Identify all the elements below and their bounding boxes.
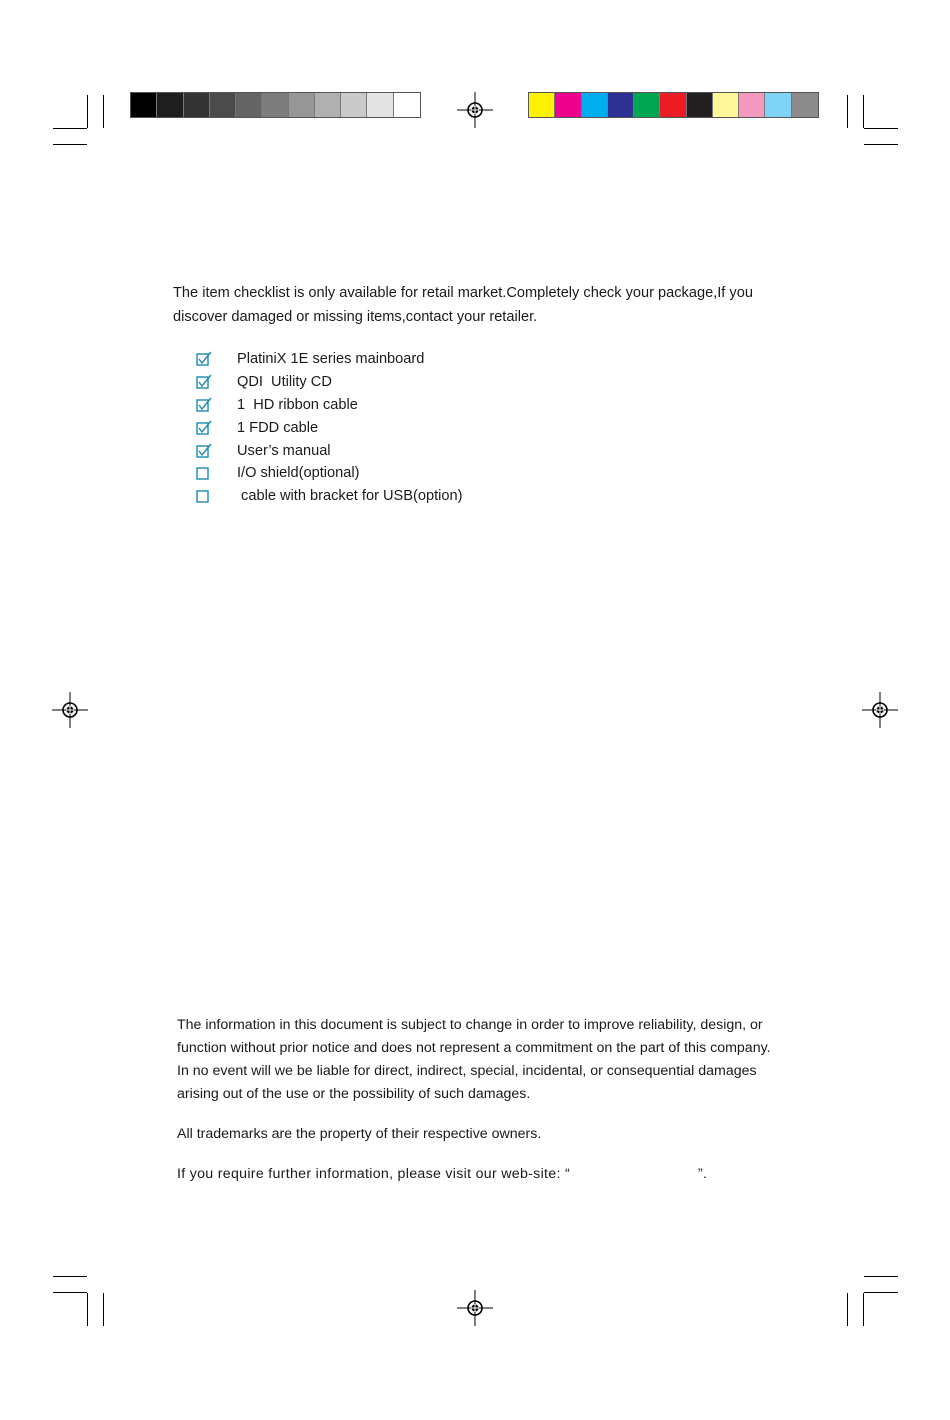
checklist-item <box>196 485 463 508</box>
legal-line: In no event will we be liable for direct, indirect, special, incidental, or consequential damages <box>177 1063 757 1079</box>
crop-mark <box>53 1292 87 1293</box>
crop-mark <box>863 1293 864 1326</box>
crop-mark <box>864 128 898 129</box>
checked-box-icon <box>196 351 212 367</box>
color-swatch <box>367 93 393 117</box>
color-swatch <box>634 93 660 117</box>
website-suffix: ”. <box>697 1166 708 1182</box>
checked-box-icon <box>196 397 212 413</box>
color-swatch <box>210 93 236 117</box>
website-notice <box>177 1163 807 1186</box>
color-swatch <box>184 93 210 117</box>
intro-paragraph <box>173 281 813 329</box>
color-swatch <box>236 93 262 117</box>
crop-mark <box>847 1293 848 1326</box>
checklist-item-label: User’s manual <box>237 442 331 459</box>
color-swatch <box>739 93 765 117</box>
checklist-item <box>196 371 332 394</box>
checklist-item <box>196 348 425 371</box>
crop-mark <box>53 1276 87 1277</box>
trademark-notice: All trademarks are the property of their respective owners. <box>177 1126 542 1142</box>
color-swatch <box>713 93 739 117</box>
crop-mark <box>864 1292 898 1293</box>
color-swatch <box>582 93 608 117</box>
color-swatch <box>608 93 634 117</box>
checklist-item-label: I/O shield(optional) <box>237 465 360 482</box>
crop-mark <box>863 95 864 128</box>
registration-mark-icon <box>52 692 88 728</box>
checklist-item-label: PlatiniX 1E series mainboard <box>237 351 425 368</box>
crop-mark <box>87 95 88 128</box>
checked-box-icon <box>196 420 212 436</box>
color-swatch <box>262 93 288 117</box>
registration-mark-icon <box>862 692 898 728</box>
legal-notice <box>177 1014 807 1186</box>
color-swatch <box>765 93 791 117</box>
website-prefix: If you require further information, please visit our web-site: “ <box>177 1166 570 1182</box>
color-swatch <box>660 93 686 117</box>
checklist-item-label: QDI Utility CD <box>237 374 332 391</box>
legal-line: function without prior notice and does not represent a commitment on the part of this company. <box>177 1040 771 1056</box>
crop-mark <box>103 95 104 128</box>
crop-mark <box>53 144 87 145</box>
color-swatch <box>315 93 341 117</box>
legal-line: arising out of the use or the possibility of such damages. <box>177 1086 531 1102</box>
checklist-item-label: 1 HD ribbon cable <box>237 396 358 413</box>
color-swatch <box>529 93 555 117</box>
color-swatch <box>555 93 581 117</box>
registration-mark-icon <box>457 1290 493 1326</box>
crop-mark <box>864 1276 898 1277</box>
intro-line: The item checklist is only available for retail market.Completely check your package,If you <box>173 285 753 301</box>
checklist-item-label: 1 FDD cable <box>237 419 319 436</box>
checklist-item <box>196 462 360 485</box>
intro-line: discover damaged or missing items,contact your retailer. <box>173 309 538 325</box>
crop-mark <box>87 1293 88 1326</box>
checklist-item <box>196 394 358 417</box>
crop-mark <box>53 128 87 129</box>
color-swatch <box>687 93 713 117</box>
checked-box-icon <box>196 443 212 459</box>
package-checklist <box>196 348 463 508</box>
crop-mark <box>864 144 898 145</box>
checked-box-icon <box>196 374 212 390</box>
color-swatch <box>394 93 420 117</box>
crop-mark <box>847 95 848 128</box>
crop-mark <box>103 1293 104 1326</box>
checklist-item <box>196 416 319 439</box>
registration-mark-icon <box>457 92 493 128</box>
process-color-bar <box>528 92 819 118</box>
checklist-item-label: cable with bracket for USB(option) <box>237 488 463 505</box>
color-swatch <box>157 93 183 117</box>
color-swatch <box>289 93 315 117</box>
legal-line: The information in this document is subject to change in order to improve reliability, design, or <box>177 1017 763 1033</box>
empty-box-icon <box>196 488 212 504</box>
color-swatch <box>792 93 818 117</box>
checklist-item <box>196 439 331 462</box>
grayscale-color-bar <box>130 92 421 118</box>
color-swatch <box>341 93 367 117</box>
color-swatch <box>131 93 157 117</box>
empty-box-icon <box>196 465 212 481</box>
